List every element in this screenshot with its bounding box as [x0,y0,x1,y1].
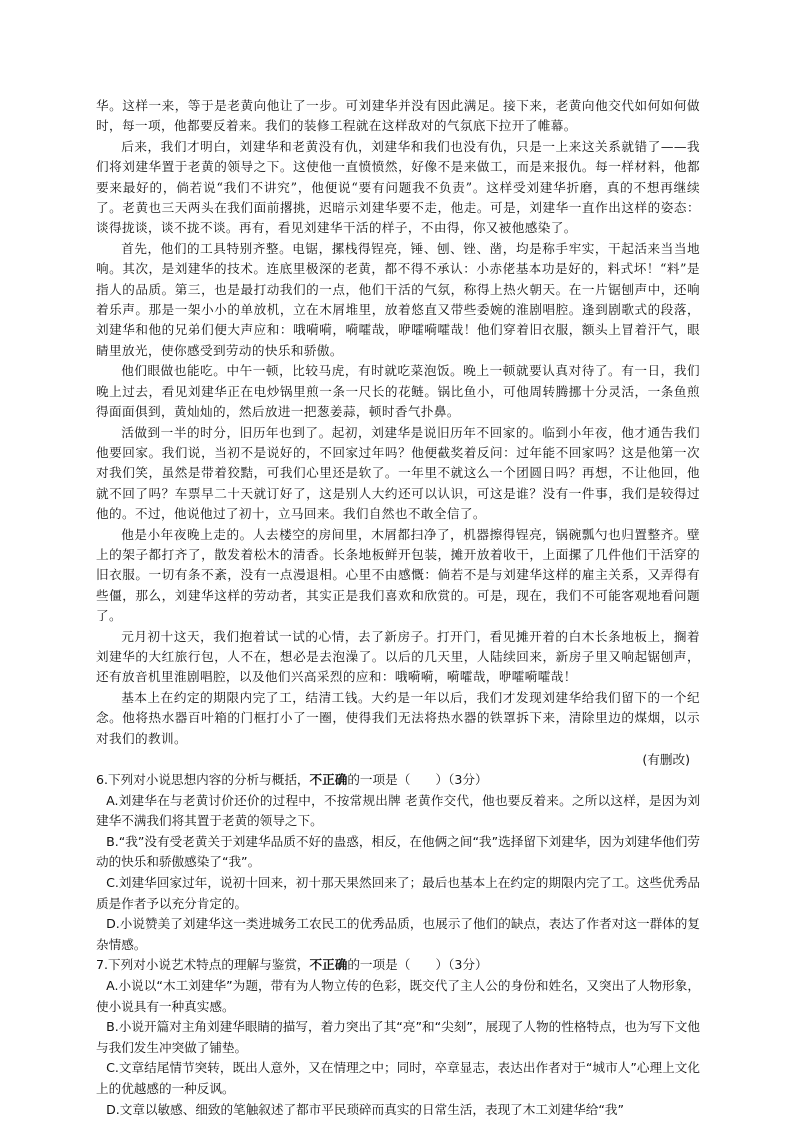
story-paragraph: 首先，他们的工具特别齐整。电锯，摞栈得锃亮，锤、刨、锉、凿，均是称手牢实，干起活来当当地响。其次，是刘建华的技术。连底里极深的老黄，都不得不承认：小赤佬基本功是好的，料式坏！“料”是指人的品质。第三，也是最打动我们的一点，他们干活的气氛，称得上热火朝天。在一片锯刨声中，还响着乐声。那是一架小小的单放机，立在木屑堆里，放着悠直又带些委婉的淮剧唱腔。逢到剧歌式的段落，刘建华和他的兄弟们便大声应和：哦嗬嗬，嗬嚯哉，咿嚯嗬嚯哉！他们穿着旧衣服，额头上冒着汗气，眼睛里放光，使你感受到劳动的快乐和骄傲。 [96,240,700,358]
story-paragraph: 华。这样一来，等于是老黄向他让了一步。可刘建华并没有因此满足。接下来，老黄向他交代如何如何做时，每一项，他都要反着来。我们的装修工程就在这样敌对的气氛底下拉开了帷幕。 [96,98,700,134]
story-paragraph: 后来，我们才明白，刘建华和老黄没有仇，刘建华和我们也没有仇，只是一上来这关系就错了——我们将刘建华置于老黄的领导之下。这使他一直愤愤然，好像不是来做工，而是来报仇。每一样材料，他都要来最好的，倘若说“我们不讲究”，他便说“要有问题我不负责”。这样受刘建华折磨，真的不想再继续了。老黄也三天两头在我们面前撂挑，迟暗示刘建华要不走，他走。可是，刘建华一直作出这样的姿态：谈得拢谈，谈不拢不谈。再有，看见刘建华干活的样子，不由得，你又被他感染了。 [96,138,700,236]
stem-suffix: 的一项是（ ）（3分） [347,772,488,787]
option-c: C.文章结尾情节突转，既出人意外，又在情理之中；同时，卒章显志，表达出作者对于“城市人”心理上文化上的优越感的一种反讽。 [96,1060,700,1096]
story-paragraph: 活做到一半的时分，旧历年也到了。起初，刘建华是说旧历年不回家的。临到小年夜，他才通告我们他要回家。我们说，当初不是说好的，不回家过年吗？他便截奖着反问：过年能不回家吗？这是他第一次对我们笑，虽然是带着狡黠，可我们心里还是软了。一年里不就这么一个团圆日吗？再想，不让他回，他就不回了吗？车票早二十天就订好了，这是别人大约还可以认识，可这是谁？没有一件事，我们是较得过他的。不过，他说他过了初十，立马回来。我们自然也不敢全信了。 [96,424,700,522]
exam-page [96,96,700,1120]
story-paragraph: 他是小年夜晚上走的。人去楼空的房间里，木屑都扫净了，机器擦得锃亮，锅碗瓢勺也归置整齐。壁上的架子都打齐了，散发着松木的清香。长条地板鲜开包装，摊开放着收干，上面摞了几件他们干活穿的旧衣服。一切有条不紊，没有一点漫退相。心里不由感慨：倘若不是与刘建华这样的雇主关系，又弄得有些僵，那么，刘建华这样的劳动者，其实正是我们喜欢和欣赏的。可是，现在，我们不可能客观地看问题了。 [96,526,700,624]
stem-suffix: 的一项是（ ）（3分） [347,957,488,973]
option-b: B.“我”没有受老黄关于刘建华品质不好的蛊惑，相反，在他俩之间“我”选择留下刘建华，因为刘建华他们劳动的快乐和骄傲感染了“我”。 [96,833,700,870]
question-stem [96,955,700,976]
option-b: B.小说开篇对主角刘建华眼睛的描写，着力突出了其“亮”和“尖刻”，展现了人物的性格特点，也为写下文他与我们发生冲突做了铺垫。 [96,1019,700,1055]
story-paragraph: 他们眼做也能吃。中午一顿，比较马虎，有时就吃菜泡饭。晚上一顿就要认真对待了。有一日，我们晚上过去，看见刘建华正在电炒锅里煎一条一尺长的花鲢。锅比鱼小，可他周转腾挪十分灵活，一条鱼煎得面面俱到，黄灿灿的，然后放进一把葱姜蒜，顿时香气扑鼻。 [96,363,700,420]
option-c: C.刘建华回家过年，说初十回来，初十那天果然回来了；最后也基本上在约定的期限内完了工。这些优秀品质是作者予以充分肯定的。 [96,874,700,911]
question-stem [96,770,700,791]
question-6 [96,770,700,955]
stem-emphasis: 不正确 [309,957,348,973]
option-a: A.刘建华在与老黄讨价还价的过程中，不按常规出牌 老黄作交代，他也要反着来。之所以这样，是因为刘建华不满我们将其置于老黄的领导之下。 [96,792,700,829]
option-d: D.文章以敏感、细致的笔触叙述了都市平民琐碎而真实的日常生活，表现了木工刘建华给“我” [106,1101,624,1117]
question-7 [96,955,700,1120]
story-paragraph: 元月初十这天，我们抱着试一试的心情，去了新房子。打开门，看见摊开着的白木长条地板上，搁着刘建华的大红旅行包，人不在，想必是去泡澡了。以后的几天里，人陆续回来，新房子里又响起锯刨声，还有放音机里淮剧唱腔，以及他们兴高采烈的应和：哦嗬嗬，嗬嚯哉，咿嚯嗬嚯哉！ [96,628,700,685]
option-a: A.小说以“木工刘建华”为题，带有为人物立传的色彩，既交代了主人公的身份和姓名，又突出了人物形象，使小说具有一种真实感。 [96,977,700,1014]
stem-prefix: 7.下列对小说艺术特点的理解与鉴赏， [96,957,310,973]
story-paragraph: 基本上在约定的期限内完了工，结清工钱。大约是一年以后，我们才发现刘建华给我们留下的一个纪念。他将热水器百叶箱的门框打小了一圈，使得我们无法将热水器的铁罩拆下来，清除里边的煤烟，以示对我们的教训。 [96,689,700,746]
stem-emphasis: 不正确 [309,772,348,787]
story-text [96,96,700,749]
stem-prefix: 6.下列对小说思想内容的分析与概括， [96,772,310,787]
source-note: (有删改) [642,752,690,767]
option-d: D.小说赞美了刘建华这一类进城务工农民工的优秀品质，也展示了他们的缺点，表达了作者对这一群体的复杂情感。 [96,916,700,952]
